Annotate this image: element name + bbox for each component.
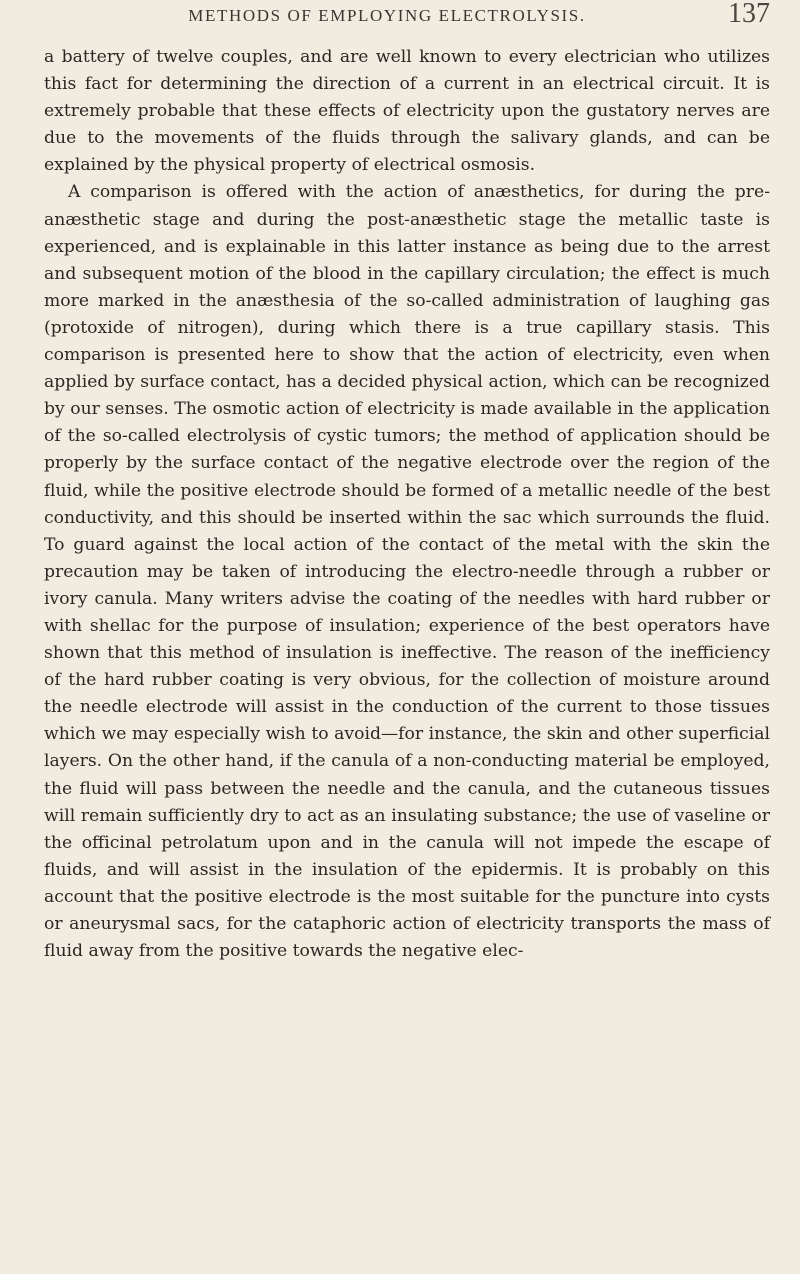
paragraph-continued: a battery of twelve couples, and are well known to every electrician who utilizes this fact for determining the direction of a current in an electrical circuit. It is extremely probable that these effects of electricity upon the gustatory nerves are due to the movements of the fluids through the salivary glands, and can be explained by the physical property of electrical osmosis. [44,47,770,176]
paragraph-comparison: A comparison is offered with the action of anæsthetics, for during the pre-anæsthetic stage and during the post-anæsthetic stage the metallic taste is experienced, and is explainable in this latter instance as being due to the arrest and subsequent motion of the blood in the capillary circulation; the effect is much more marked in the anæsthesia of the so-called administration of laughing gas (protoxide of nitrogen), during which there is a true capillary stasis. This comparison is presented here to show that the action of electricity, even when applied by surface contact, has a decided physical action, which can be recognized by our senses. The osmotic action of electricity is made available in the application of the so-called electrolysis of cystic tumors; the method of application should be properly by the surface contact of the negative electrode over the region of the fluid, while the positive electrode should be formed of a metallic needle of the best conductivity, and this should be inserted within the sac which surrounds the fluid. To guard against the local action of the contact of the metal with the skin the precaution may be taken of introducing the electro-needle through a rubber or ivory canula. Many writers advise the coating of the needles with hard rubber or with shellac for the purpose of insulation; experience of the best operators have shown that this method of insulation is ineffective. The reason of the inefficiency of the hard rubber coating is very obvious, for the collection of moisture around the needle electrode will assist in the conduction of the current to those tissues which we may especially wish to avoid—for instance, the skin and other superficial layers. On the other hand, if the canula of a non-conducting material be employed, the fluid will pass between the needle and the canula, and the cutaneous tissues will remain sufficiently dry to act as an insulating substance; the use of vaseline or the officinal petrolatum upon and in the canula will not impede the escape of fluids, and will assist in the insulation of the epidermis. It is probably on this account that the positive electrode is the most suitable for the puncture into cysts or aneurysmal sacs, for the cataphoric action of electricity transports the mass of fluid away from the positive towards the negative elec- [44,182,770,962]
running-head [44,0,770,44]
page-number: 137 [728,0,770,29]
running-head-title: METHODS OF EMPLOYING ELECTROLYSIS. [188,6,586,25]
body-text [44,44,770,965]
